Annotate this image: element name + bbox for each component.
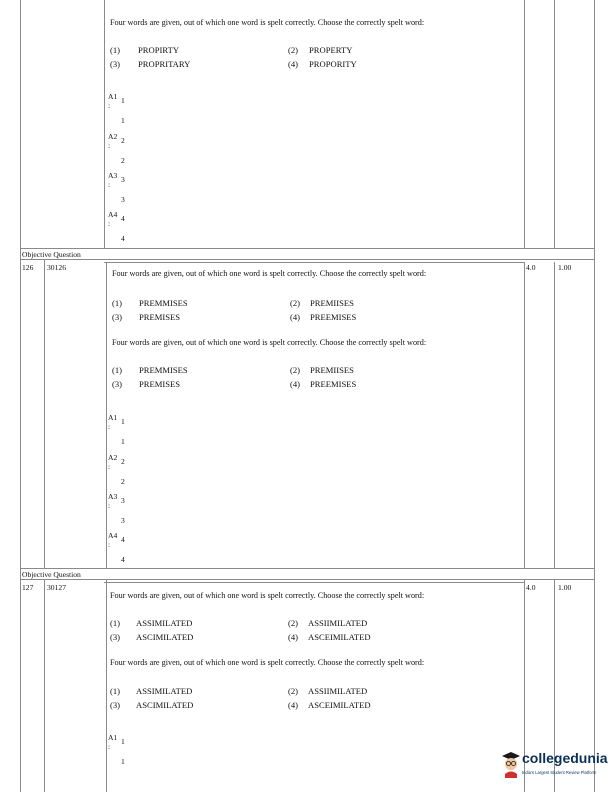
answer-colon: : [108,180,111,189]
negative-marks: 1.00 [558,583,572,592]
question-text: Four words are given, out of which one word is spelt correctly. Choose the correctly spelt word: [110,18,425,27]
question-id: 30126 [47,263,66,272]
question-text: Four words are given, out of which one word is spelt correctly. Choose the correctly spelt word: [110,591,425,600]
answer-value: 2 [121,457,125,466]
marks-value: 4.0 [526,583,536,592]
option-text: ASCEIMILATED [308,632,371,642]
option-text: ASCIMILATED [136,700,194,710]
serial-number: 126 [22,263,34,272]
answer-value: 4 [121,535,125,544]
answer-label: A1 [108,733,118,742]
option-text: PREMMISES [139,365,188,375]
question-text: Four words are given, out of which one word is spelt correctly. Choose the correctly spelt word: [112,338,427,347]
option-text: PROPRITARY [138,59,191,69]
option-text: ASSIIMILATED [308,686,368,696]
answer-value: 1 [121,437,125,446]
option-text: PREMMISES [139,298,188,308]
option-number: (2) [290,298,301,308]
answer-colon: : [108,422,111,431]
negative-marks: 1.00 [558,263,572,272]
section-label: Objective Question [22,250,81,259]
answer-colon: : [108,501,111,510]
option-text: PROPORITY [309,59,357,69]
option-number: (2) [288,45,299,55]
answer-colon: : [108,219,111,228]
answer-label: A4 [108,210,118,219]
answer-value: 1 [121,116,125,125]
question-text: Four words are given, out of which one word is spelt correctly. Choose the correctly spelt word: [112,269,427,278]
answer-colon: : [108,462,111,471]
answer-value: 1 [121,96,125,105]
marks-value: 4.0 [526,263,536,272]
option-text: ASCEIMILATED [308,700,371,710]
option-text: PROPIRTY [138,45,180,55]
answer-value: 3 [121,496,125,505]
option-number: (1) [110,618,121,628]
answer-label: A4 [108,531,118,540]
option-number: (4) [290,312,301,322]
answer-value: 2 [121,136,125,145]
option-number: (1) [110,45,121,55]
option-text: PREMIISES [310,298,354,308]
option-text: PROPERTY [309,45,353,55]
option-number: (3) [110,59,121,69]
option-text: PREEMISES [310,312,357,322]
answer-value: 1 [121,737,125,746]
answer-label: A3 [108,492,118,501]
option-number: (2) [288,618,299,628]
answer-label: A1 [108,413,118,422]
mascot-icon [500,750,522,778]
answer-value: 2 [121,477,125,486]
collegedunia-logo [500,748,606,784]
option-number: (1) [110,686,121,696]
answer-value: 4 [121,555,125,564]
answer-value: 4 [121,214,125,223]
option-number: (2) [290,365,301,375]
option-text: ASSIMILATED [136,686,193,696]
option-number: (4) [288,632,299,642]
answer-colon: : [108,101,111,110]
option-text: PREEMISES [310,379,357,389]
option-number: (3) [110,632,121,642]
answer-value: 3 [121,175,125,184]
answer-colon: : [108,141,111,150]
option-text: ASSIMILATED [136,618,193,628]
option-number: (1) [112,298,123,308]
option-number: (3) [110,700,121,710]
answer-label: A3 [108,171,118,180]
option-number: (3) [112,312,123,322]
question-text: Four words are given, out of which one word is spelt correctly. Choose the correctly spelt word: [110,658,425,667]
option-text: ASSIIMILATED [308,618,368,628]
option-text: PREMISES [139,379,181,389]
option-number: (3) [112,379,123,389]
option-number: (4) [288,59,299,69]
answer-colon: : [108,540,111,549]
answer-colon: : [108,742,111,751]
answer-value: 3 [121,516,125,525]
serial-number: 127 [22,583,34,592]
answer-value: 2 [121,156,125,165]
logo-name: collegedunia [522,750,608,766]
option-text: PREMIISES [310,365,354,375]
option-number: (4) [288,700,299,710]
question-id: 30127 [47,583,66,592]
answer-label: A2 [108,132,118,141]
option-number: (4) [290,379,301,389]
option-number: (1) [112,365,123,375]
answer-label: A1 [108,92,118,101]
answer-value: 1 [121,757,125,766]
option-text: ASCIMILATED [136,632,194,642]
answer-value: 4 [121,234,125,243]
option-number: (2) [288,686,299,696]
answer-label: A2 [108,453,118,462]
section-label: Objective Question [22,570,81,579]
answer-value: 3 [121,195,125,204]
option-text: PREMISES [139,312,181,322]
answer-value: 1 [121,417,125,426]
logo-tagline: India's Largest Student Review Platform [522,770,597,775]
